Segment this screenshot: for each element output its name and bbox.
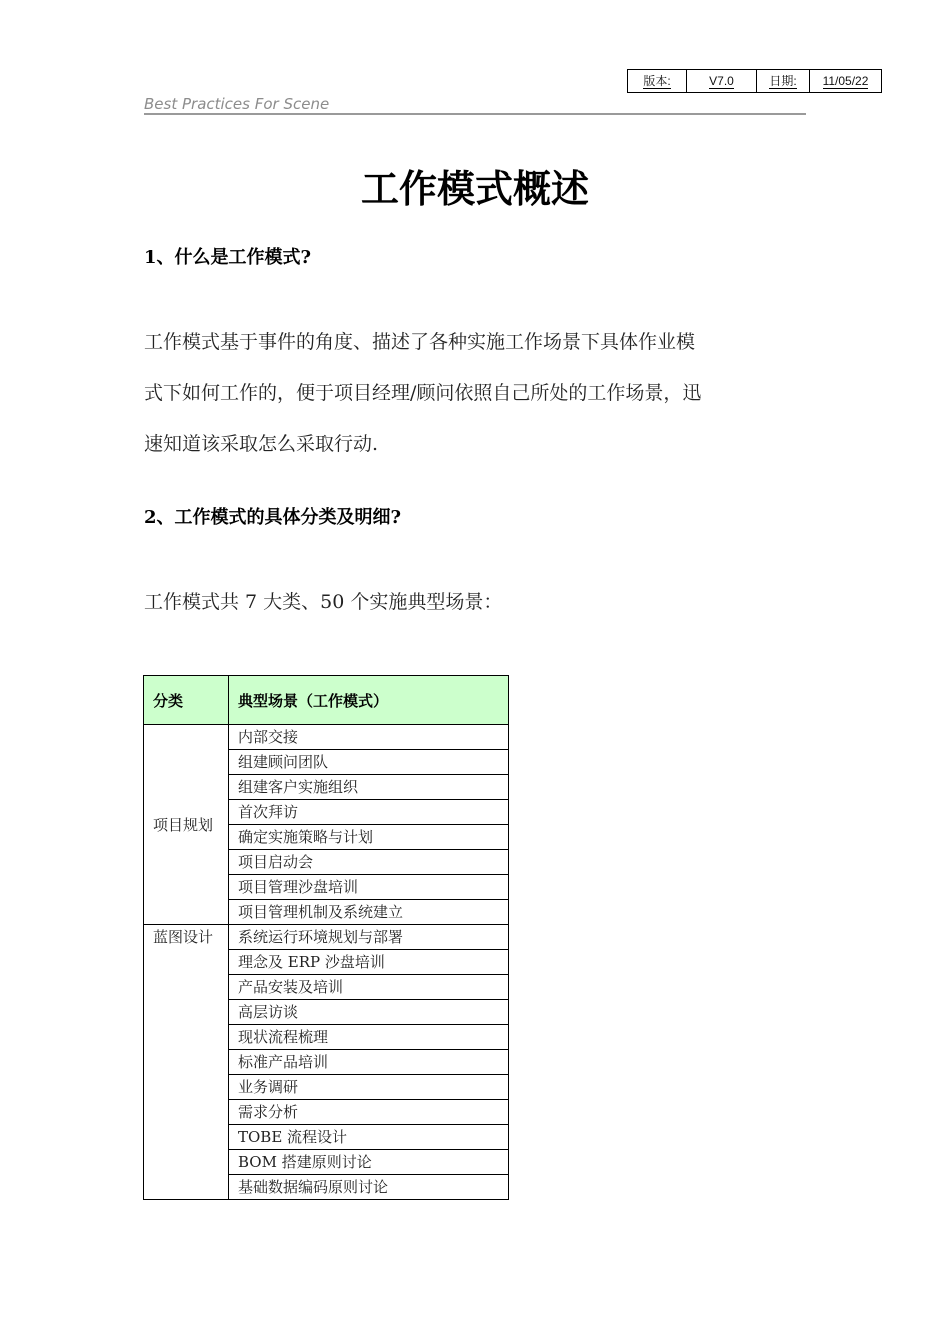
- column-header-scene: 典型场景（工作模式）: [229, 676, 509, 725]
- table-header-row: [144, 676, 509, 725]
- scene-cell: 基础数据编码原则讨论: [229, 1175, 509, 1200]
- scene-cell: 项目管理机制及系统建立: [229, 900, 509, 925]
- scene-cell: 项目启动会: [229, 850, 509, 875]
- section-1-heading: 1、什么是工作模式?: [144, 247, 312, 268]
- date-label: 日期:: [757, 70, 810, 93]
- scene-cell: 高层访谈: [229, 1000, 509, 1025]
- paragraph-line: 式下如何工作的，便于项目经理/顾问依照自己所处的工作场景，迅: [144, 382, 702, 404]
- page-header-text: Best Practices For Scene: [144, 95, 330, 113]
- scene-cell: 标准产品培训: [229, 1050, 509, 1075]
- scene-cell: BOM 搭建原则讨论: [229, 1150, 509, 1175]
- table-row: [144, 725, 509, 750]
- scene-cell: 理念及 ERP 沙盘培训: [229, 950, 509, 975]
- scene-cell: 组建顾问团队: [229, 750, 509, 775]
- version-label: 版本:: [628, 70, 687, 93]
- page-title: 工作模式概述: [360, 167, 589, 211]
- scene-cell: 现状流程梳理: [229, 1025, 509, 1050]
- document-meta-table: [627, 69, 882, 93]
- paragraph-line: 工作模式基于事件的角度、描述了各种实施工作场景下具体作业模: [144, 331, 696, 353]
- scene-cell: TOBE 流程设计: [229, 1125, 509, 1150]
- scene-cell: 组建客户实施组织: [229, 775, 509, 800]
- version-value: V7.0: [687, 70, 757, 93]
- category-cell-blueprint-design: 蓝图设计: [144, 925, 229, 1200]
- section-2-intro: 工作模式共 7 大类、50 个实施典型场景：: [144, 591, 503, 613]
- scene-cell: 内部交接: [229, 725, 509, 750]
- date-value: 11/05/22: [810, 70, 882, 93]
- scene-cell: 业务调研: [229, 1075, 509, 1100]
- column-header-category: 分类: [144, 676, 229, 725]
- scene-cell: 首次拜访: [229, 800, 509, 825]
- scene-cell: 系统运行环境规划与部署: [229, 925, 509, 950]
- section-2-heading: 2、工作模式的具体分类及明细?: [144, 507, 402, 528]
- scene-cell: 产品安装及培训: [229, 975, 509, 1000]
- table-row: [144, 925, 509, 950]
- scene-cell: 需求分析: [229, 1100, 509, 1125]
- section-1-paragraph: [144, 317, 814, 470]
- header-rule: [144, 113, 806, 115]
- scene-cell: 项目管理沙盘培训: [229, 875, 509, 900]
- scene-cell: 确定实施策略与计划: [229, 825, 509, 850]
- paragraph-line: 速知道该采取怎么采取行动.: [144, 433, 379, 455]
- work-mode-table: [143, 675, 509, 1200]
- category-cell-project-planning: 项目规划: [144, 725, 229, 925]
